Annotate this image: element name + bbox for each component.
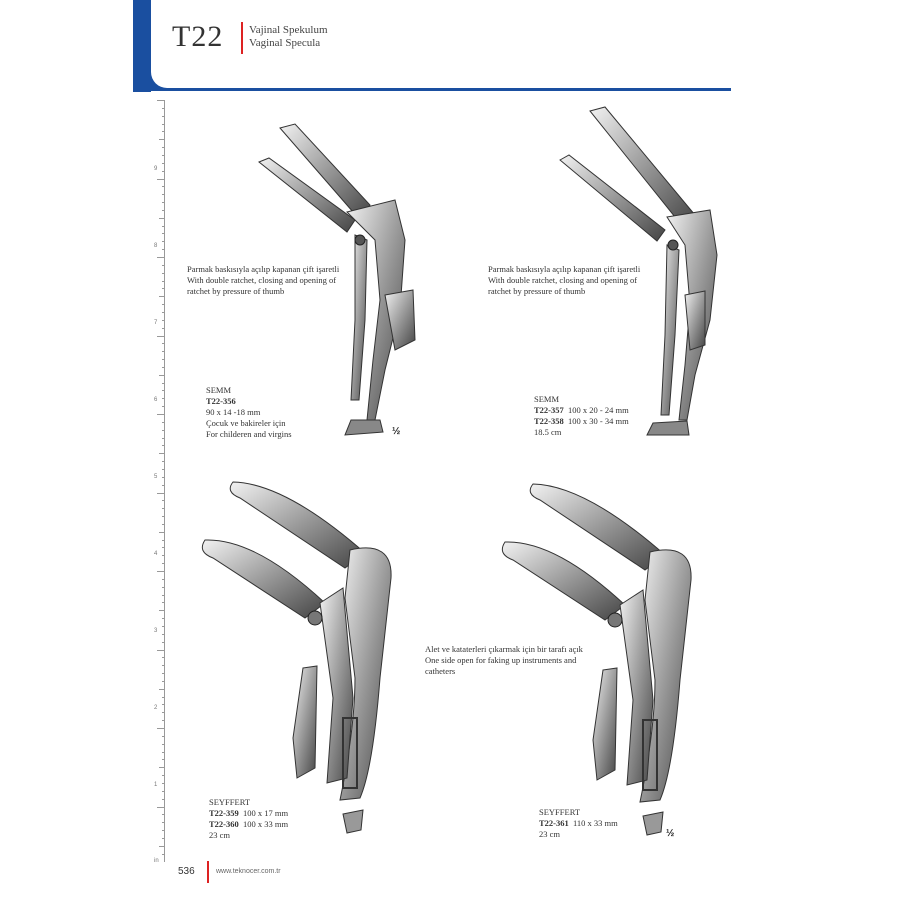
ruler-tick [159, 139, 165, 140]
ruler-tick [157, 493, 165, 494]
product-length: 23 cm [209, 830, 231, 840]
product-code: T22-359 [209, 808, 239, 818]
note-line: catheters [425, 666, 456, 676]
ruler-tick [162, 854, 165, 855]
ruler-tick [162, 759, 165, 760]
note-line: Alet ve kataterleri çıkarmak için bir tarafı açık [425, 644, 583, 654]
ruler-tick [162, 398, 165, 399]
ruler-tick [162, 304, 165, 305]
note-line: Parmak baskısıyla açılıp kapanan çift işaretli [488, 264, 641, 274]
ruler-tick [162, 657, 165, 658]
ruler-tick [162, 752, 165, 753]
note-line: With double ratchet, closing and opening of [187, 275, 337, 285]
ruler-tick [162, 422, 165, 423]
ruler-number: 1 [154, 782, 158, 788]
ruler-tick [162, 320, 165, 321]
ruler-tick [162, 783, 165, 784]
ruler-tick [162, 665, 165, 666]
seyffert-speculum-image [195, 478, 400, 843]
ruler-tick [162, 563, 165, 564]
ruler-tick [159, 296, 165, 297]
ruler-tick [162, 131, 165, 132]
ruler-tick [162, 171, 165, 172]
product-length: 23 cm [539, 829, 561, 839]
footer-website: www.teknocer.com.tr [216, 868, 281, 875]
product-code: T22-358 [534, 416, 564, 426]
ruler-tick [162, 712, 165, 713]
ruler-tick [162, 390, 165, 391]
ruler-tick [157, 728, 165, 729]
ruler-tick [162, 555, 165, 556]
ruler-tick [162, 744, 165, 745]
ruler-tick [162, 367, 165, 368]
ruler-tick [162, 265, 165, 266]
ruler-tick [162, 194, 165, 195]
ruler-tick [162, 775, 165, 776]
ruler-tick [162, 233, 165, 234]
ruler-tick [159, 218, 165, 219]
ruler-tick [159, 846, 165, 847]
ruler-tick [162, 249, 165, 250]
product-caption [209, 797, 288, 841]
ruler-tick [162, 524, 165, 525]
ruler-tick [162, 508, 165, 509]
note-line: ratchet by pressure of thumb [187, 286, 285, 296]
ruler-tick [162, 155, 165, 156]
ruler-tick [162, 681, 165, 682]
ruler-tick [162, 241, 165, 242]
ruler-tick [162, 430, 165, 431]
ruler-number: 7 [154, 320, 158, 326]
product-note [425, 644, 583, 677]
page-code: T22 [172, 20, 224, 53]
ruler-tick [157, 257, 165, 258]
ruler-tick [159, 375, 165, 376]
ruler-tick [162, 383, 165, 384]
ruler-tick [157, 571, 165, 572]
ruler-tick [162, 312, 165, 313]
ruler-tick [162, 445, 165, 446]
ruler-tick [157, 414, 165, 415]
product-name: SEYFFERT [209, 797, 251, 807]
ruler-tick [162, 351, 165, 352]
ruler-tick [162, 736, 165, 737]
product-caption [534, 394, 629, 438]
note-line: Parmak baskısıyla açılıp kapanan çift işaretli [187, 264, 340, 274]
ruler-tick [162, 634, 165, 635]
ruler-tick [162, 210, 165, 211]
ruler-tick [162, 477, 165, 478]
ruler-tick [162, 838, 165, 839]
ruler-number: in [154, 858, 159, 864]
ruler-tick [162, 595, 165, 596]
product-name: SEMM [534, 394, 560, 404]
product-caption [206, 385, 292, 440]
ruler-tick [157, 650, 165, 651]
ruler-tick [162, 406, 165, 407]
ruler-tick [162, 579, 165, 580]
ruler-tick [162, 673, 165, 674]
product-note [187, 264, 339, 297]
title-english: Vaginal Specula [249, 37, 321, 49]
ruler-tick [157, 179, 165, 180]
header-blue-tab [133, 0, 151, 92]
ruler-tick [162, 116, 165, 117]
ruler-tick [162, 642, 165, 643]
ruler-tick [162, 163, 165, 164]
ruler-tick [162, 830, 165, 831]
ruler-tick [162, 500, 165, 501]
ruler-tick [162, 328, 165, 329]
product-size: 100 x 30 - 34 mm [568, 416, 629, 426]
ruler-tick [162, 469, 165, 470]
ruler-tick [157, 100, 165, 101]
product-size: 110 x 33 mm [573, 818, 618, 828]
ruler-tick [159, 453, 165, 454]
ruler-tick [159, 767, 165, 768]
ruler-tick [162, 461, 165, 462]
product-size: 100 x 17 mm [243, 808, 289, 818]
ruler-tick [159, 610, 165, 611]
footer-separator [207, 861, 209, 883]
ruler-tick [162, 602, 165, 603]
product-code: T22-357 [534, 405, 564, 415]
ruler-number: 8 [154, 243, 158, 249]
ruler-tick [162, 124, 165, 125]
ruler-tick [162, 343, 165, 344]
ruler-tick [162, 618, 165, 619]
product-name: SEMM [206, 385, 232, 395]
ruler-axis [164, 100, 165, 862]
page-number: 536 [178, 866, 195, 877]
inch-ruler [154, 100, 168, 862]
ruler-tick [157, 807, 165, 808]
ruler-tick [162, 226, 165, 227]
ruler-tick [162, 720, 165, 721]
title-separator [241, 22, 243, 54]
ruler-tick [162, 288, 165, 289]
product-line: Çocuk ve bakireler için [206, 418, 286, 428]
scale-half-label: ½ [392, 426, 401, 437]
ruler-tick [162, 281, 165, 282]
ruler-tick [162, 547, 165, 548]
scale-half-label: ½ [666, 828, 675, 839]
product-size: 100 x 33 mm [243, 819, 289, 829]
product-size: 100 x 20 - 24 mm [568, 405, 629, 415]
ruler-tick [162, 697, 165, 698]
ruler-tick [162, 186, 165, 187]
product-line: For childeren and virgins [206, 429, 292, 439]
note-line: One side open for faking up instruments and [425, 655, 577, 665]
ruler-tick [162, 587, 165, 588]
ruler-tick [162, 822, 165, 823]
ruler-number: 5 [154, 474, 158, 480]
product-length: 18.5 cm [534, 427, 562, 437]
ruler-number: 4 [154, 551, 158, 557]
product-note [488, 264, 640, 297]
ruler-tick [162, 485, 165, 486]
header-rule [133, 88, 731, 91]
ruler-tick [159, 689, 165, 690]
ruler-tick [162, 359, 165, 360]
product-caption [539, 807, 618, 840]
ruler-tick [162, 704, 165, 705]
product-name: SEYFFERT [539, 807, 581, 817]
ruler-number: 3 [154, 628, 158, 634]
ruler-tick [162, 799, 165, 800]
ruler-tick [162, 438, 165, 439]
product-code: T22-361 [539, 818, 569, 828]
ruler-tick [159, 532, 165, 533]
ruler-tick [162, 202, 165, 203]
ruler-tick [162, 791, 165, 792]
note-line: ratchet by pressure of thumb [488, 286, 586, 296]
product-code: T22-356 [206, 396, 236, 406]
product-code: T22-360 [209, 819, 239, 829]
ruler-number: 6 [154, 397, 158, 403]
ruler-tick [162, 273, 165, 274]
ruler-number: 2 [154, 705, 158, 711]
ruler-tick [162, 626, 165, 627]
ruler-tick [162, 108, 165, 109]
ruler-number: 9 [154, 166, 158, 172]
product-size: 90 x 14 -18 mm [206, 407, 261, 417]
note-line: With double ratchet, closing and opening of [488, 275, 638, 285]
ruler-tick [162, 814, 165, 815]
ruler-tick [162, 147, 165, 148]
ruler-tick [157, 336, 165, 337]
ruler-tick [162, 516, 165, 517]
title-turkish: Vajinal Spekulum [249, 24, 328, 36]
ruler-tick [162, 540, 165, 541]
